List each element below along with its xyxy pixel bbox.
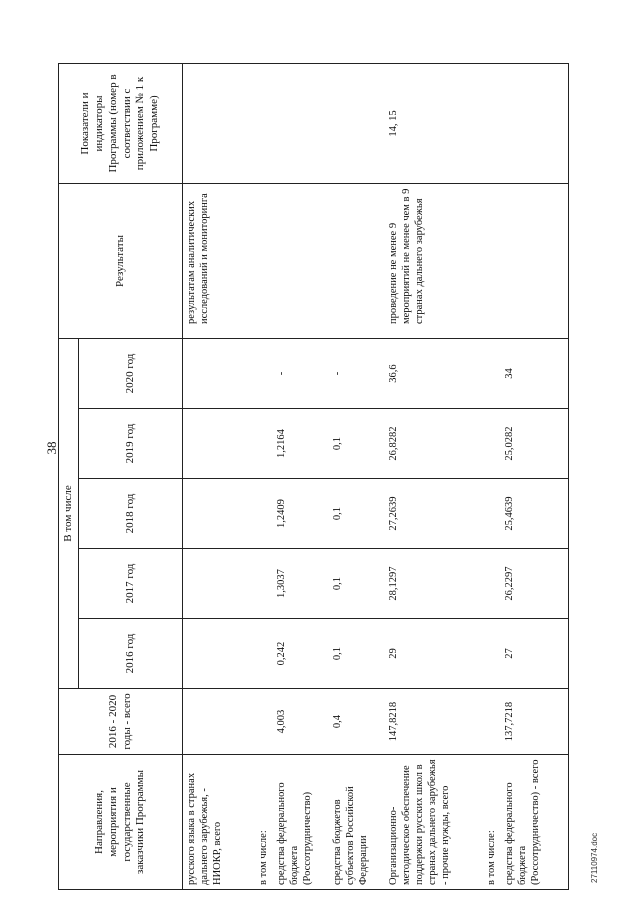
row-2020: 34 (501, 339, 569, 409)
row-results (255, 184, 273, 339)
row-2018: 1,2409 (273, 479, 329, 549)
row-results: результатам аналитических исследований и мониторинга (183, 184, 255, 339)
table-row (183, 64, 255, 890)
row-name: Организационно-методическое обеспечение поддержки русских школ в странах дальнего зарубежья - прочие нужды, всего (385, 755, 483, 890)
page-number: 38 (44, 441, 59, 455)
row-results (483, 184, 501, 339)
row-2018: 25,4639 (501, 479, 569, 549)
row-indicators (273, 64, 329, 184)
row-indicators (329, 64, 385, 184)
row-2017: 1,3037 (273, 549, 329, 619)
row-2018 (255, 479, 273, 549)
row-2020: 36,6 (385, 339, 483, 409)
row-2016 (255, 619, 273, 689)
row-2018: 27,2639 (385, 479, 483, 549)
row-total: 0,4 (329, 689, 385, 755)
row-2016 (183, 619, 255, 689)
row-2017: 0,1 (329, 549, 385, 619)
row-results (273, 184, 329, 339)
row-total: 137,7218 (501, 689, 569, 755)
row-2020: - (329, 339, 385, 409)
row-2020 (183, 339, 255, 409)
row-2019 (183, 409, 255, 479)
header-year-2020: 2020 год (79, 339, 183, 409)
row-results (501, 184, 569, 339)
row-2020 (255, 339, 273, 409)
row-2019: 0,1 (329, 409, 385, 479)
header-results: Результаты (59, 184, 183, 339)
row-indicators (183, 64, 255, 184)
row-2017 (255, 549, 273, 619)
program-table (58, 63, 569, 890)
row-name: в том числе: (483, 755, 501, 890)
row-2019 (483, 409, 501, 479)
header-direction: Направления, мероприятия и государственные заказчики Программы (59, 755, 183, 890)
table-row (483, 64, 501, 890)
row-2016: 27 (501, 619, 569, 689)
row-indicators: 14, 15 (385, 64, 483, 184)
header-indicators: Показатели и индикаторы Программы (номер в соответствии с приложением № 1 к Программе) (59, 64, 183, 184)
row-2016: 0,242 (273, 619, 329, 689)
row-results (329, 184, 385, 339)
header-year-2016: 2016 год (79, 619, 183, 689)
row-2016 (483, 619, 501, 689)
row-2019 (255, 409, 273, 479)
row-total (255, 689, 273, 755)
row-total (183, 689, 255, 755)
row-name: русского языка в странах дальнего зарубежья, - НИОКР, всего (183, 755, 255, 890)
row-name: в том числе: (255, 755, 273, 890)
row-2019: 25,0282 (501, 409, 569, 479)
row-2020: - (273, 339, 329, 409)
row-2018: 0,1 (329, 479, 385, 549)
header-total: 2016 - 2020 годы - всего (59, 689, 183, 755)
row-2016: 0,1 (329, 619, 385, 689)
row-2017 (183, 549, 255, 619)
row-2020 (483, 339, 501, 409)
row-indicators (255, 64, 273, 184)
row-2018 (483, 479, 501, 549)
row-2017: 28,1297 (385, 549, 483, 619)
row-indicators (501, 64, 569, 184)
row-total: 4,003 (273, 689, 329, 755)
header-year-2019: 2019 год (79, 409, 183, 479)
row-name: средства федерального бюджета (Россотрудничество) (273, 755, 329, 890)
row-total (483, 689, 501, 755)
row-name: средства федерального бюджета (Россотрудничество) - всего (501, 755, 569, 890)
row-2019: 1,2164 (273, 409, 329, 479)
row-2017: 26,2297 (501, 549, 569, 619)
table-row (329, 64, 385, 890)
row-total: 147,8218 (385, 689, 483, 755)
row-2017 (483, 549, 501, 619)
table-row (255, 64, 273, 890)
table-row (385, 64, 483, 890)
row-2019: 26,8282 (385, 409, 483, 479)
row-name: средства бюджетов субъектов Российской Федерации (329, 755, 385, 890)
row-2018 (183, 479, 255, 549)
table-row (273, 64, 329, 890)
header-year-2018: 2018 год (79, 479, 183, 549)
row-2016: 29 (385, 619, 483, 689)
row-indicators (483, 64, 501, 184)
header-year-2017: 2017 год (79, 549, 183, 619)
header-row-1 (59, 64, 79, 890)
row-results: проведение не менее 9 мероприятий не менее чем в 9 странах дальнего зарубежья (385, 184, 483, 339)
table-row (501, 64, 569, 890)
header-including: В том числе (59, 339, 79, 689)
file-name-footer: 27110974.doc (590, 832, 599, 883)
